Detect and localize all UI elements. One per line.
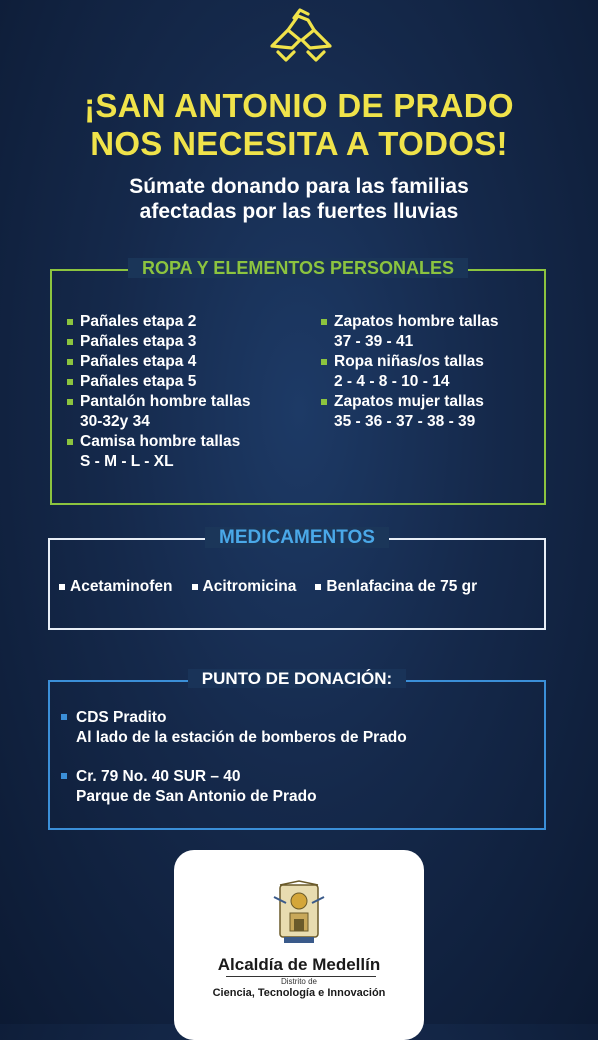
punto-donacion-list	[60, 708, 530, 826]
list-item: Pantalón hombre tallas 30-32y 34	[66, 392, 306, 432]
list-item: CDS Pradito Al lado de la estación de bomberos de Prado	[60, 708, 530, 748]
punto-donacion-title: PUNTO DE DONACIÓN:	[50, 669, 544, 689]
bullet-icon	[321, 399, 327, 405]
list-item: Benlafacina de 75 gr	[314, 578, 477, 596]
list-item: Pañales etapa 2	[66, 312, 306, 332]
bullet-icon	[67, 439, 73, 445]
list-item: Zapatos hombre tallas 37 - 39 - 41	[320, 312, 540, 352]
list-item: Acetaminofen	[58, 578, 173, 596]
list-item: Zapatos mujer tallas 35 - 36 - 37 - 38 - 39	[320, 392, 540, 432]
coat-of-arms-icon	[272, 879, 326, 949]
bullet-icon	[61, 773, 67, 779]
bullet-icon	[67, 379, 73, 385]
bullet-icon	[315, 584, 321, 590]
ropa-left-list	[66, 312, 306, 472]
list-item: Pañales etapa 3	[66, 332, 306, 352]
bullet-icon	[67, 399, 73, 405]
ropa-right-list	[320, 312, 540, 432]
subtitle-line-1: Súmate donando para las familias	[129, 175, 469, 198]
list-item: Ropa niñas/os tallas 2 - 4 - 8 - 10 - 14	[320, 352, 540, 392]
medicamentos-list	[58, 578, 538, 596]
bullet-icon	[67, 339, 73, 345]
bullet-icon	[192, 584, 198, 590]
list-item: Acitromicina	[191, 578, 297, 596]
medicamentos-title: MEDICAMENTOS	[50, 527, 544, 549]
list-item: Pañales etapa 4	[66, 352, 306, 372]
bullet-icon	[59, 584, 65, 590]
logo-small-text: Distrito de	[280, 977, 317, 986]
bullet-icon	[61, 714, 67, 720]
bullet-icon	[67, 319, 73, 325]
bullet-icon	[321, 359, 327, 365]
logo-subtitle: Ciencia, Tecnología e Innovación	[212, 987, 386, 999]
logo-title: Alcaldía de Medellín	[217, 955, 381, 974]
headline-line-2: NOS NECESITA A TODOS!	[90, 125, 508, 162]
list-item: Camisa hombre tallas S - M - L - XL	[66, 432, 306, 472]
ropa-title: ROPA Y ELEMENTOS PERSONALES	[52, 258, 544, 279]
bullet-icon	[67, 359, 73, 365]
list-item: Pañales etapa 5	[66, 372, 306, 392]
list-item: Cr. 79 No. 40 SUR – 40 Parque de San Antonio de Prado	[60, 767, 530, 807]
headline-line-1: ¡SAN ANTONIO DE PRADO	[84, 87, 514, 124]
handshake-icon	[264, 6, 338, 68]
bullet-icon	[321, 319, 327, 325]
subtitle-line-2: afectadas por las fuertes lluvias	[139, 200, 459, 223]
